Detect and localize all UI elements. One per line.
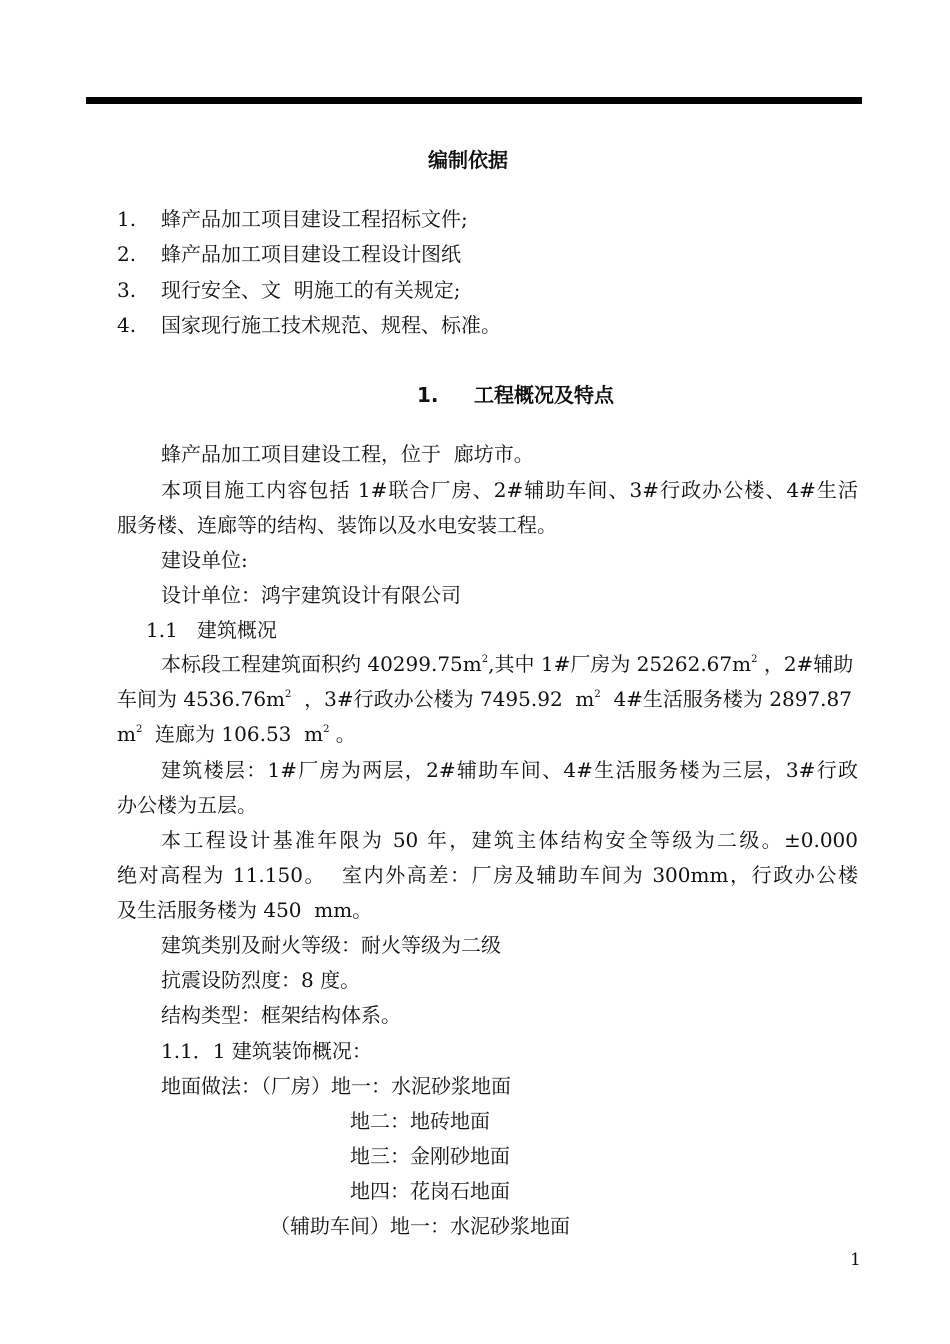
design-paragraph-line-2: 绝对高程为 11.150。 室内外高差：厂房及辅助车间为 300mm，行政办公楼 bbox=[117, 863, 858, 887]
design-paragraph-line-1: 本工程设计基准年限为 50 年，建筑主体结构安全等级为二级。±0.000 bbox=[161, 828, 858, 852]
section-1-1-heading: 1.1 建筑概况 bbox=[146, 618, 277, 642]
area-paragraph-line-3: $m^2$ 连廊为 106.53 $m^2$ 。 bbox=[117, 722, 356, 746]
basis-item-text: 蜂产品加工项目建设工程招标文件; bbox=[161, 207, 468, 231]
floors-paragraph-line-2: 办公楼为五层。 bbox=[117, 793, 257, 817]
floor-method-line: 地二：地砖地面 bbox=[350, 1109, 490, 1133]
location-paragraph: 蜂产品加工项目建设工程，位于 廊坊市。 bbox=[161, 442, 534, 466]
basis-item-text: 现行安全、文 明施工的有关规定; bbox=[161, 278, 461, 302]
floor-method-line: 地面做法：（厂房）地一：水泥砂浆地面 bbox=[161, 1074, 511, 1098]
section-1-number: 1. bbox=[417, 383, 439, 407]
basis-item-number: 1. bbox=[117, 207, 137, 231]
area-paragraph-line-1: 本标段工程建筑面积约 $40299.75m^2$,其中 1#厂房为 $25262.67m^2$ ，2#辅助 bbox=[161, 652, 854, 676]
basis-item-number: 4. bbox=[117, 313, 137, 337]
floor-method-line: 地四：花岗石地面 bbox=[350, 1179, 510, 1203]
basis-item-number: 3. bbox=[117, 278, 137, 302]
header-rule bbox=[86, 97, 862, 104]
fire-rating-line: 建筑类别及耐火等级：耐火等级为二级 bbox=[161, 933, 501, 957]
seismic-line: 抗震设防烈度：8 度。 bbox=[161, 968, 361, 992]
page-number: 1 bbox=[850, 1250, 861, 1270]
owner-line: 建设单位: bbox=[161, 548, 248, 572]
basis-item-number: 2. bbox=[117, 242, 137, 266]
basis-title: 编制依据 bbox=[428, 148, 508, 172]
basis-item-text: 国家现行施工技术规范、规程、标准。 bbox=[161, 313, 501, 337]
designer-line: 设计单位：鸿宇建筑设计有限公司 bbox=[161, 583, 461, 607]
basis-item-text: 蜂产品加工项目建设工程设计图纸 bbox=[161, 242, 461, 266]
design-paragraph-line-3: 及生活服务楼为 450 mm。 bbox=[117, 898, 373, 922]
floor-method-line: （辅助车间）地一：水泥砂浆地面 bbox=[270, 1214, 570, 1238]
floor-method-line: 地三：金刚砂地面 bbox=[350, 1144, 510, 1168]
section-1-1-1-heading: 1.1．1 建筑装饰概况： bbox=[161, 1039, 372, 1063]
section-1-title: 工程概况及特点 bbox=[474, 383, 614, 407]
floors-paragraph-line-1: 建筑楼层：1#厂房为两层，2#辅助车间、4#生活服务楼为三层，3#行政 bbox=[161, 758, 858, 782]
scope-paragraph-line-2: 服务楼、连廊等的结构、装饰以及水电安装工程。 bbox=[117, 513, 557, 537]
scope-paragraph-line-1: 本项目施工内容包括 1#联合厂房、2#辅助车间、3#行政办公楼、4#生活 bbox=[161, 478, 858, 502]
area-paragraph-line-2: 车间为 $4536.76m^2$ ，3#行政办公楼为 7495.92 $m^2$ 4#生活服务楼为 2897.87 bbox=[117, 687, 852, 711]
structure-type-line: 结构类型：框架结构体系。 bbox=[161, 1003, 401, 1027]
